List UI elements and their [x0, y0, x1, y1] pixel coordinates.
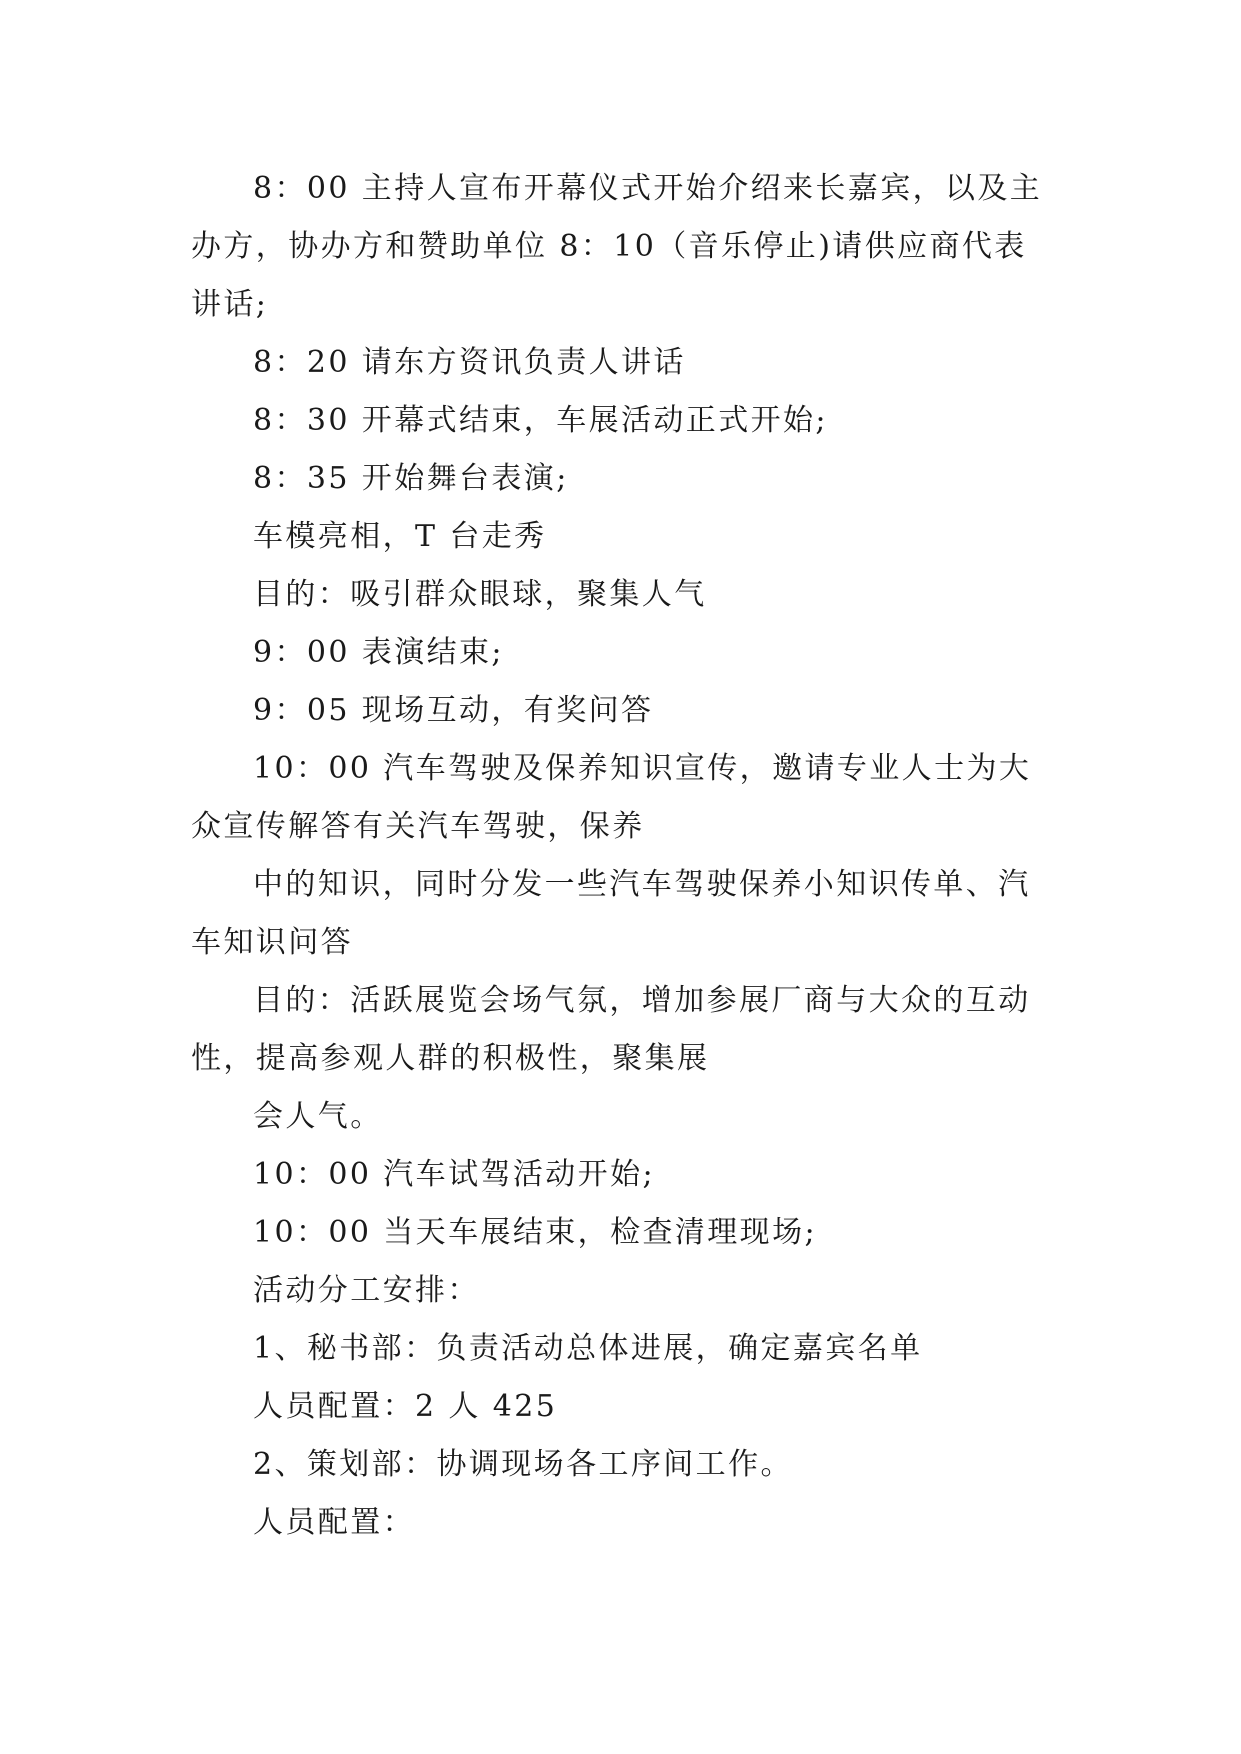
paragraph-show-end: 9：00 表演结束; — [253, 635, 504, 670]
paragraph-stage-show: 8：35 开始舞台表演; — [253, 461, 569, 496]
paragraph-day-end: 10：00 当天车展结束，检查清理现场; — [253, 1215, 817, 1250]
paragraph-planning: 2、策划部：协调现场各工序间工作。 — [253, 1447, 793, 1482]
paragraph-ceremony-end: 8：30 开幕式结束，车展活动正式开始; — [253, 403, 828, 438]
paragraph-division-heading: 活动分工安排： — [253, 1273, 480, 1308]
paragraph-model-walk: 车模亮相，T 台走秀 — [253, 519, 547, 554]
paragraph-purpose-1: 目的：吸引群众眼球，聚集人气 — [253, 577, 707, 612]
paragraph-knowledge: 10：00 汽车驾驶及保养知识宣传，邀请专业人士为大众宣传解答有关汽车驾驶，保养 — [191, 751, 1032, 844]
paragraph-speech: 8：20 请东方资讯负责人讲话 — [253, 345, 686, 380]
paragraph-opening-ceremony: 8：00 主持人宣布开幕仪式开始介绍来长嘉宾，以及主办方，协办方和赞助单位 8：10（音乐停止)请供应商代表讲话; — [191, 171, 1043, 322]
paragraph-test-drive: 10：00 汽车试驾活动开始; — [253, 1157, 655, 1192]
paragraph-secretariat: 1、秘书部：负责活动总体进展，确定嘉宾名单 — [253, 1331, 923, 1366]
paragraph-staff-1: 人员配置：2 人 425 — [253, 1389, 558, 1424]
paragraph-purpose-2-cont: 会人气。 — [253, 1099, 383, 1134]
paragraph-purpose-2: 目的：活跃展览会场气氛，增加参展厂商与大众的互动性，提高参观人群的积极性，聚集展 — [191, 983, 1031, 1076]
paragraph-interaction: 9：05 现场互动，有奖问答 — [253, 693, 654, 728]
paragraph-knowledge-cont: 中的知识，同时分发一些汽车驾驶保养小知识传单、汽车知识问答 — [191, 867, 1031, 960]
paragraph-staff-2: 人员配置： — [253, 1505, 415, 1540]
document-body — [191, 160, 1059, 1552]
